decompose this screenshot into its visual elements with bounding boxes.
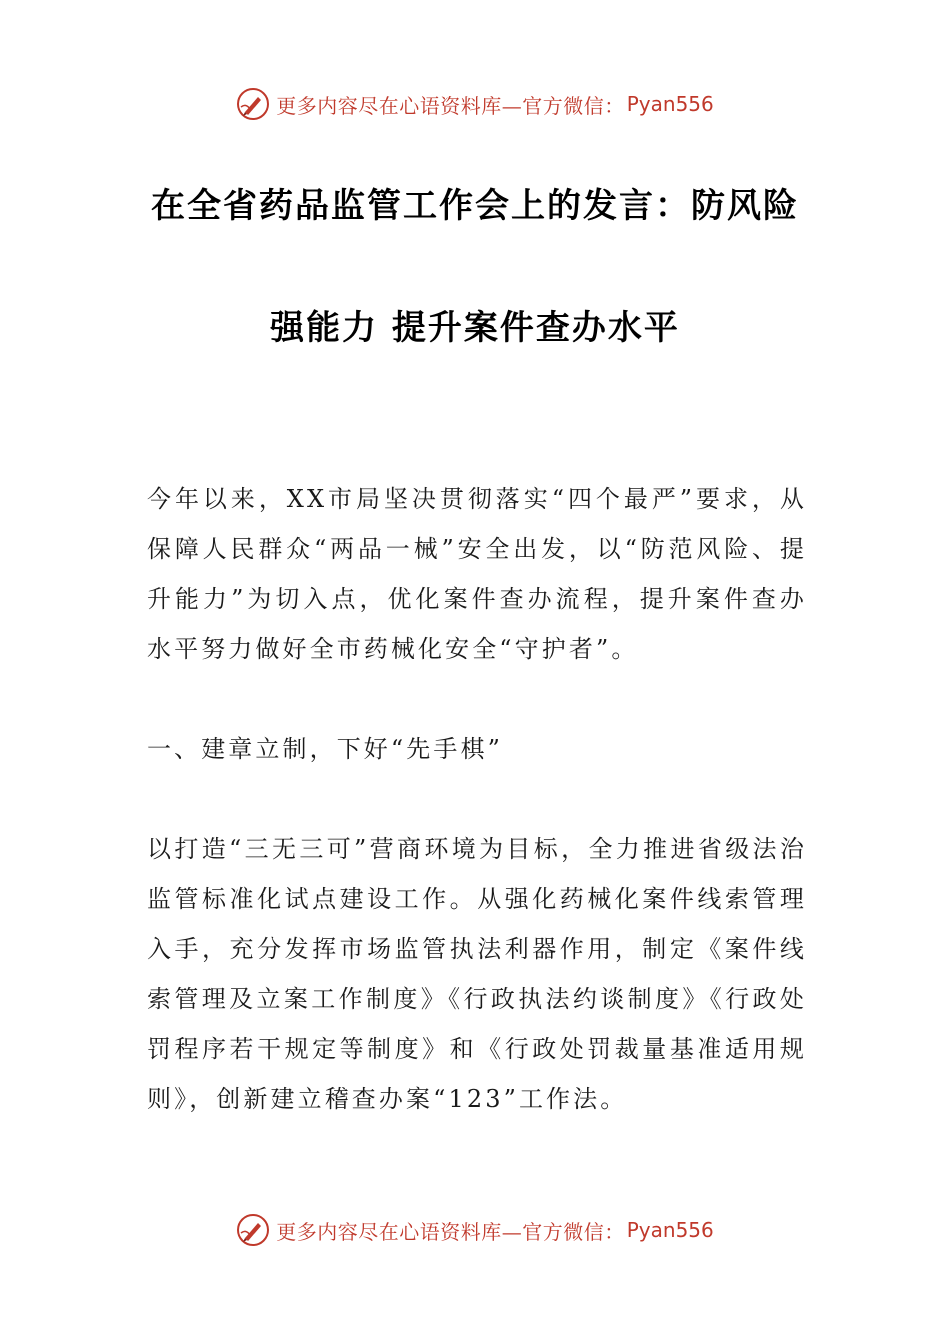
- footer-watermark: [0, 1210, 950, 1250]
- pen-logo-icon: [236, 87, 270, 121]
- document-title-line-1: 在全省药品监管工作会上的发言：防风险: [151, 186, 799, 226]
- document-title-line-2: 强能力 提升案件查办水平: [270, 308, 680, 348]
- watermark-text: 更多内容尽在心语资料库—官方微信：: [276, 1219, 625, 1244]
- header-watermark: [0, 84, 950, 124]
- body-paragraph-2: 以打造“三无三可”营商环境为目标，全力推进省级法治监管标准化试点建设工作。从强化药械化案件线索管理入手，充分发挥市场监管执法利器作用，制定《案件线索管理及立案工作制度》《行政执法约谈制度》《行政处罚程序若干规定等制度》和《行政处罚裁量基准适用规则》，创新建立稽查办案“123”工作法。: [147, 835, 807, 1113]
- watermark-handle: Pyan556: [626, 92, 714, 116]
- watermark-text: 更多内容尽在心语资料库—官方微信：: [276, 93, 625, 118]
- section-heading-1: 一、建章立制，下好“先手棋”: [147, 735, 503, 763]
- pen-logo-icon: [236, 1213, 270, 1247]
- body-paragraph-1: 今年以来，XX市局坚决贯彻落实“四个最严”要求，从保障人民群众“两品一械”安全出发，以“防范风险、提升能力”为切入点，优化案件查办流程，提升案件查办水平努力做好全市药械化安全“守护者”。: [147, 485, 807, 663]
- watermark-handle: Pyan556: [626, 1218, 714, 1242]
